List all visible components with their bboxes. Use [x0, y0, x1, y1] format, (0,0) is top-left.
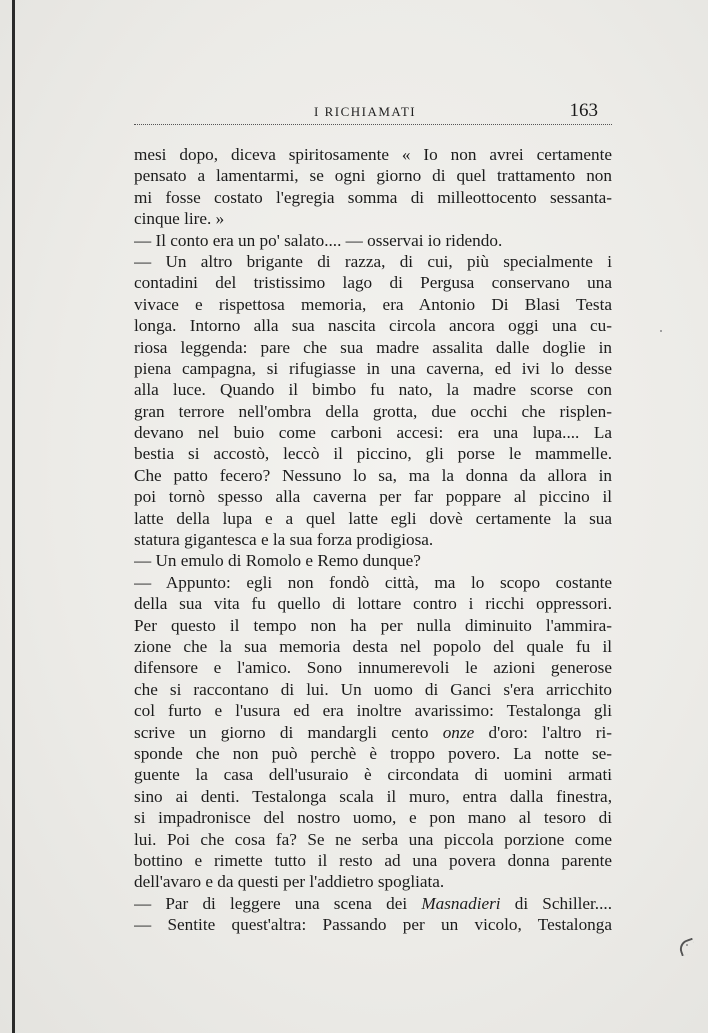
text-line: riosa leggenda: pare che sua madre assalita dalle doglie in	[134, 337, 612, 357]
page-binding-edge	[12, 0, 15, 1033]
text-line: gran terrore nell'ombra della grotta, due occhi che risplen-	[134, 401, 612, 421]
text-line: Che patto fecero? Nessuno lo sa, ma la donna da allora in	[134, 465, 612, 485]
text-line: vivace e rispettosa memoria, era Antonio Di Blasi Testa	[134, 294, 612, 314]
text-line: della sua vita fu quello di lottare contro i ricchi oppressori.	[134, 594, 612, 614]
text-line: contadini del tristissimo lago di Pergusa conservano una	[134, 273, 612, 293]
text-line: poi tornò spesso alla caverna per far poppare al piccino il	[134, 487, 612, 507]
text-line: — Sentite quest'altra: Passando per un vicolo, Testalonga	[134, 915, 612, 935]
header-dotted-rule	[134, 124, 612, 125]
text-line: lui. Poi che cosa fa? Se ne serba una piccola porzione come	[134, 829, 612, 849]
paper-speck	[686, 944, 688, 946]
text-line: bestia si accostò, leccò il piccino, gli porse le mammelle.	[134, 444, 612, 464]
body-text	[134, 144, 612, 935]
text-line: scrive un giorno di mandargli cento onze d'oro: l'altro ri-	[134, 722, 612, 742]
text-line: — Un altro brigante di razza, di cui, più specialmente i	[134, 251, 612, 271]
text-line: Per questo il tempo non ha per nulla diminuito l'ammira-	[134, 615, 612, 635]
text-line: latte della lupa e a quel latte egli dovè certamente la sua	[134, 508, 612, 528]
running-head	[134, 100, 612, 124]
text-line: mi fosse costato l'egregia somma di milleottocento sessanta-	[134, 187, 612, 207]
text-line: alla luce. Quando il bimbo fu nato, la madre scorse con	[134, 380, 612, 400]
text-line: — Appunto: egli non fondò città, ma lo scopo costante	[134, 572, 612, 592]
running-title: I RICHIAMATI	[314, 104, 417, 119]
text-line: guente la casa dell'usuraio è circondata di uomini armati	[134, 765, 612, 785]
text-line: — Il conto era un po' salato.... — osservai io ridendo.	[134, 230, 503, 250]
text-line: statura gigantesca e la sua forza prodigiosa.	[134, 530, 434, 550]
page-number: 163	[569, 100, 598, 121]
text-line: dell'avaro e da questi per l'addietro spogliata.	[134, 872, 445, 892]
paper-speck	[660, 330, 662, 332]
text-line: cinque lire. »	[134, 209, 225, 229]
text-line: mesi dopo, diceva spiritosamente « Io non avrei certamente	[134, 145, 612, 164]
text-line: devano nel buio come carboni accesi: era una lupa.... La	[134, 423, 612, 443]
text-line: che si raccontano di lui. Un uomo di Ganci s'era arricchito	[134, 679, 612, 699]
text-line: si impadronisce del nostro uomo, e pon mano al tesoro di	[134, 808, 612, 828]
text-line: sponde che non può perchè è troppo povero. La notte se-	[134, 743, 612, 763]
margin-mark	[677, 938, 697, 957]
text-line: col furto e l'usura ed era inoltre avarissimo: Testalonga gli	[134, 701, 612, 721]
text-line: longa. Intorno alla sua nascita circola ancora oggi una cu-	[134, 316, 612, 336]
text-line: piena campagna, si rifugiasse in una caverna, ed ivi lo desse	[134, 358, 612, 378]
text-line: sino ai denti. Testalonga scala il muro, entra dalla finestra,	[134, 786, 612, 806]
text-line: bottino e rimette tutto il resto ad una povera donna parente	[134, 850, 612, 870]
text-line: difensore e l'amico. Sono innumerevoli le azioni generose	[134, 658, 612, 678]
text-line: — Un emulo di Romolo e Remo dunque?	[134, 551, 421, 571]
text-line: pensato a lamentarmi, se ogni giorno di quel trattamento non	[134, 166, 612, 186]
text-line: — Par di leggere una scena dei Masnadieri di Schiller....	[134, 893, 612, 913]
text-line: zione che la sua memoria desta nel popolo del quale fu il	[134, 636, 612, 656]
